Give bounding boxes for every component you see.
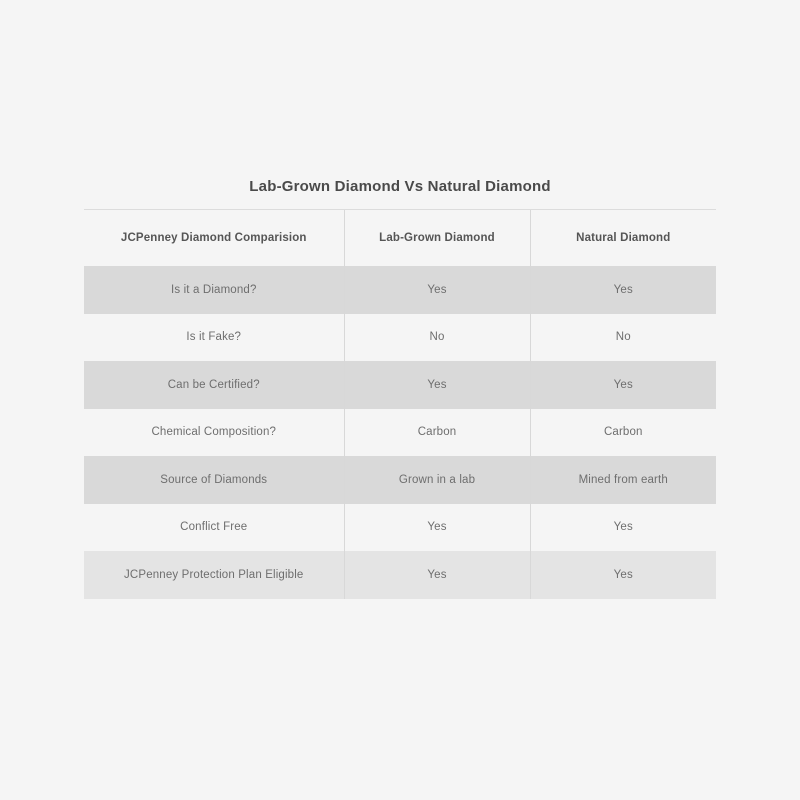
- table-body: [84, 266, 716, 599]
- column-header-lab-grown: Lab-Grown Diamond: [344, 210, 530, 266]
- page-title: Lab-Grown Diamond Vs Natural Diamond: [84, 178, 716, 210]
- row-value-lab-grown: No: [344, 314, 530, 362]
- row-label: Can be Certified?: [84, 361, 344, 409]
- row-value-lab-grown: Grown in a lab: [344, 456, 530, 504]
- row-value-lab-grown: Yes: [344, 551, 530, 599]
- row-value-natural: Yes: [530, 266, 716, 314]
- row-value-natural: No: [530, 314, 716, 362]
- comparison-panel: [84, 178, 716, 599]
- row-label: Conflict Free: [180, 521, 248, 534]
- comparison-table: [84, 210, 716, 599]
- row-label: Chemical Composition?: [151, 426, 277, 439]
- row-label: Source of Diamonds: [84, 456, 344, 504]
- row-value-lab-grown: Yes: [344, 361, 530, 409]
- table-row: [84, 504, 716, 552]
- row-value-natural: Yes: [530, 504, 716, 552]
- row-value-natural: Yes: [530, 551, 716, 599]
- row-value-natural: Yes: [530, 361, 716, 409]
- row-value-lab-grown: Yes: [344, 504, 530, 552]
- column-header-feature: JCPenney Diamond Comparision: [120, 232, 307, 244]
- row-label: JCPenney Protection Plan Eligible: [84, 551, 344, 599]
- table-header: [84, 210, 716, 266]
- table-row: [84, 361, 716, 409]
- table-row: [84, 266, 716, 314]
- row-label: Is it a Diamond?: [84, 266, 344, 314]
- row-value-natural: Mined from earth: [530, 456, 716, 504]
- row-value-lab-grown: Carbon: [344, 409, 530, 457]
- row-value-natural: Carbon: [530, 409, 716, 457]
- table-header-row: [84, 210, 716, 266]
- table-row: [84, 409, 716, 457]
- table-row: [84, 314, 716, 362]
- table-row: [84, 551, 716, 599]
- row-label: Is it Fake?: [186, 331, 242, 344]
- column-header-natural: Natural Diamond: [530, 210, 716, 266]
- table-row: [84, 456, 716, 504]
- row-value-lab-grown: Yes: [344, 266, 530, 314]
